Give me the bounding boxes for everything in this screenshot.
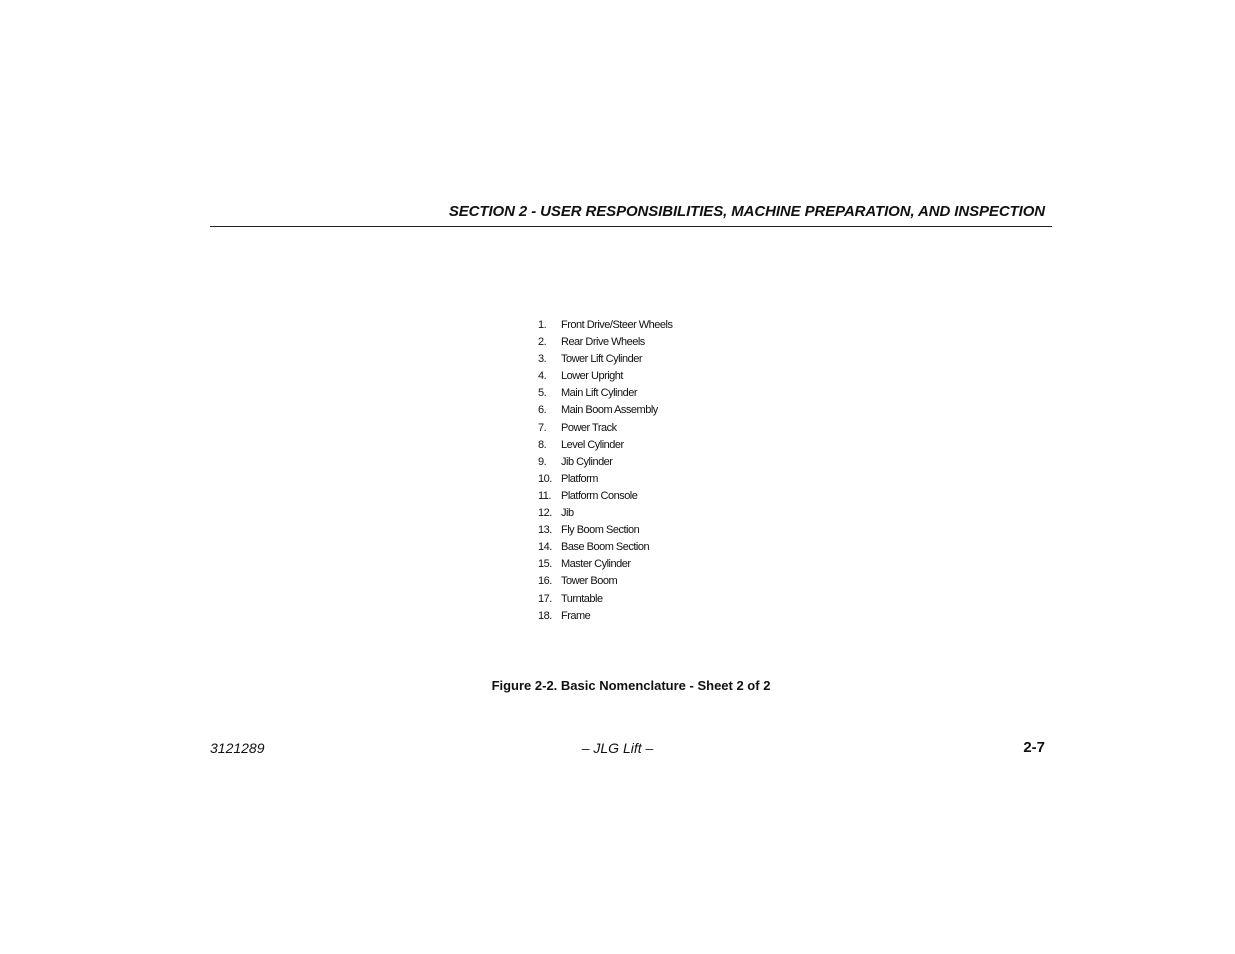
legend-label: Platform (561, 472, 598, 485)
nomenclature-legend (538, 317, 672, 625)
legend-number: 10. (538, 472, 552, 485)
legend-label: Jib (561, 507, 574, 520)
legend-number: 17. (538, 592, 552, 605)
legend-item (538, 317, 672, 334)
footer-publisher: – JLG Lift – (581, 740, 654, 756)
legend-label: Rear Drive Wheels (561, 336, 645, 349)
legend-label: Tower Boom (561, 575, 618, 588)
legend-label: Tower Lift Cylinder (561, 353, 642, 366)
legend-item (538, 351, 672, 368)
legend-item (538, 420, 672, 437)
legend-label: Jib Cylinder (561, 455, 613, 468)
legend-label: Power Track (561, 421, 617, 434)
legend-item (538, 471, 672, 488)
legend-label: Turntable (561, 592, 603, 605)
legend-label: Level Cylinder (561, 438, 624, 451)
legend-number: 5. (538, 387, 547, 400)
legend-number: 16. (538, 575, 552, 588)
document-number: 3121289 (210, 740, 265, 756)
legend-label: Fly Boom Section (561, 524, 640, 537)
legend-number: 1. (538, 319, 547, 331)
legend-number: 3. (538, 353, 547, 366)
legend-item (538, 488, 672, 505)
page-number: 2-7 (1023, 739, 1045, 756)
legend-item (538, 591, 672, 608)
legend-number: 12. (538, 507, 552, 520)
legend-number: 4. (538, 370, 547, 383)
legend-item (538, 437, 672, 454)
legend-item (538, 556, 672, 573)
legend-label: Frame (561, 609, 591, 622)
legend-number: 7. (538, 421, 547, 434)
legend-number: 14. (538, 541, 552, 554)
legend-number: 18. (538, 609, 552, 622)
legend-item (538, 522, 672, 539)
legend-label: Front Drive/Steer Wheels (561, 319, 673, 331)
legend-number: 2. (538, 336, 547, 349)
legend-number: 11. (538, 489, 551, 502)
legend-label: Master Cylinder (561, 558, 631, 571)
legend-label: Main Boom Assembly (561, 404, 658, 417)
legend-item (538, 402, 672, 419)
legend-number: 9. (538, 455, 547, 468)
legend-label: Lower Upright (561, 370, 623, 383)
legend-item (538, 505, 672, 522)
legend-number: 13. (538, 524, 552, 537)
legend-label: Base Boom Section (561, 541, 650, 554)
legend-number: 6. (538, 404, 547, 417)
legend-item (538, 539, 672, 556)
legend-item (538, 385, 672, 402)
header-divider (210, 226, 1052, 227)
legend-item (538, 368, 672, 385)
legend-label: Main Lift Cylinder (561, 387, 637, 400)
legend-number: 8. (538, 438, 547, 451)
legend-item (538, 454, 672, 471)
legend-label: Platform Console (561, 489, 638, 502)
legend-number: 15. (538, 558, 552, 571)
legend-item (538, 573, 672, 590)
section-title: SECTION 2 - USER RESPONSIBILITIES, MACHINE PREPARATION, AND INSPECTION (448, 203, 1045, 220)
legend-item (538, 608, 672, 625)
figure-caption: Figure 2-2. Basic Nomenclature - Sheet 2 of 2 (491, 678, 771, 693)
legend-item (538, 334, 672, 351)
